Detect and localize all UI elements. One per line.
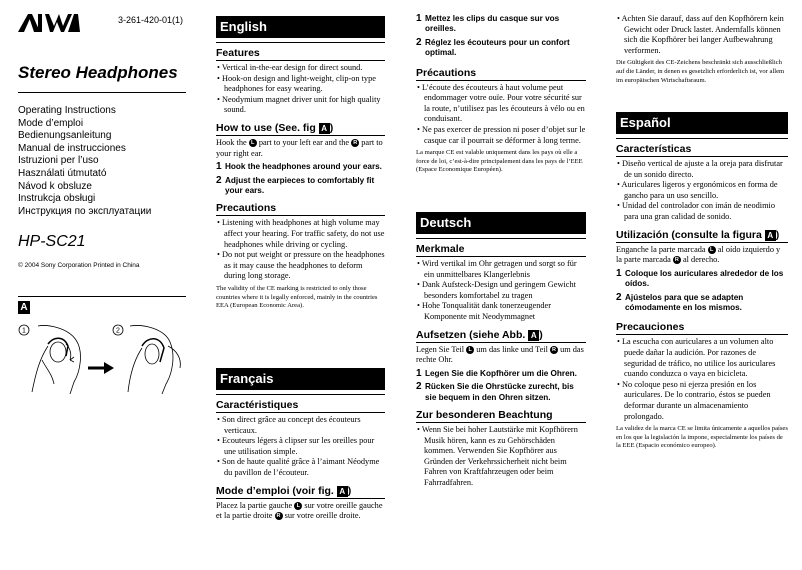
english-banner: English xyxy=(216,16,385,38)
right-marker-icon: R xyxy=(351,139,359,147)
step-1: 1 Coloque los auriculares alrededor de los oídos. xyxy=(616,267,784,289)
step-1: 1 Legen Sie die Kopfhörer um die Ohren. xyxy=(416,367,577,379)
precautions-list xyxy=(616,14,788,56)
list-item: • No coloque peso ni ejerza presión en los auriculares. De lo contrario, éstos se pueden deformar durante un almacenamiento prolongado. xyxy=(616,380,788,422)
list-item: • Son de haute qualité grâce à l’aimant Néodyme du pavillon de l’écouteur. xyxy=(216,457,385,478)
manual-title: Инструкция по эксплуатации xyxy=(18,205,152,217)
ce-notice: La marque CE est valable uniquement dans les pays où elle a force de loi, c’est-à-dire principalement dans les pays de l’EEE (Espace Economique Européen). xyxy=(416,149,583,174)
list-item: • Dank Aufsteck-Design und geringem Gewicht besonders komfortabel zu tragen xyxy=(416,280,586,301)
precautions-list xyxy=(416,83,586,147)
model-number: HP-SC21 xyxy=(18,233,86,250)
left-marker-icon: L xyxy=(708,246,716,254)
figure-label: A xyxy=(18,301,30,314)
howto-heading: Utilización (consulte la figura A ) xyxy=(616,229,788,243)
list-item: • Do not put weight or pressure on the headphones as it may cause the headphones to deform during long storage. xyxy=(216,250,385,282)
list-item: • Auriculares ligeros y ergonómicos en forma de gancho para un uso sencillo. xyxy=(616,180,788,201)
manual-title: Istruzioni per l’uso xyxy=(18,155,99,167)
manual-title: Návod k obsluze xyxy=(18,180,92,192)
precautions-list xyxy=(616,337,788,422)
espanol-section xyxy=(616,112,788,451)
features-list xyxy=(416,259,586,323)
howto-text: Placez la partie gauche L sur votre oreille gauche et la partie droite R sur votre oreille droite. xyxy=(216,500,383,521)
document-number: 3-261-420-01(1) xyxy=(118,15,184,25)
step-2: 2 Réglez les écouteurs pour un confort optimal. xyxy=(416,36,570,58)
list-item: • Achten Sie darauf, dass auf den Kopfhörern kein Gewicht oder Druck lastet. Andernfalls können sich die Kopfhörer bei langer Aufbewahrung verformen. xyxy=(616,14,788,56)
howto-heading: Mode d’emploi (voir fig. A ) xyxy=(216,485,385,499)
list-item: • L’écoute des écouteurs à haut volume peut endommager votre ouïe. Pour votre sécurité sur la route, n’utilisez pas les écouteurs à vélo ou en conduisant. xyxy=(416,83,586,125)
howto-heading: Aufsetzen (siehe Abb. A ) xyxy=(416,329,586,343)
list-item: • Vertical in-the-ear design for direct sound. xyxy=(216,63,385,74)
features-heading: Merkmale xyxy=(416,243,586,257)
precautions-heading: Précautions xyxy=(416,67,586,81)
list-item: • Hohe Tonqualität dank tonerzeugender Komponente mit Neodymmagnet xyxy=(416,301,586,322)
precautions-heading: Precauciones xyxy=(616,321,788,335)
manual-title: Instrukcja obsługi xyxy=(18,193,96,205)
list-item: • Unidad del controlador con imán de neodimio para una gran calidad de sonido. xyxy=(616,201,788,222)
manual-title: Használati útmutató xyxy=(18,167,107,179)
left-marker-icon: L xyxy=(466,346,474,354)
manual-title: Manual de instrucciones xyxy=(18,142,126,154)
manual-title: Bedienungsanleitung xyxy=(18,130,112,142)
precautions-list xyxy=(216,218,385,282)
step-2: 2 Adjust the earpieces to comfortably fit your ears. xyxy=(216,174,375,195)
left-marker-icon: L xyxy=(294,502,302,510)
espanol-banner: Español xyxy=(616,112,788,134)
list-item: • Wird vertikal im Ohr getragen und sorgt so für ein unmittelbares Klangerlebnis xyxy=(416,259,586,280)
manual-title-list xyxy=(18,105,151,218)
wearing-illustration xyxy=(18,322,186,394)
features-list xyxy=(616,159,788,223)
howto-heading: How to use (See. fig A ) xyxy=(216,122,385,136)
step-1: 1 Hook the headphones around your ears. xyxy=(216,161,382,173)
figure-step-2: 2 xyxy=(116,327,120,335)
howto-text: Enganche la parte marcada L al oído izquierdo y la parte marcada R al derecho. xyxy=(616,244,781,265)
left-marker-icon: L xyxy=(249,139,257,147)
list-item: • La escucha con auriculares a un volumen alto puede dañar la audición. Por razones de seguridad de tráfico, no utilice los auriculares cuando conduzca o vaya en bicicleta. xyxy=(616,337,788,379)
precautions-heading: Zur besonderen Beachtung xyxy=(416,409,586,423)
figure-badge: A xyxy=(337,486,348,497)
figure-badge: A xyxy=(528,330,539,341)
francais-banner: Français xyxy=(216,368,385,390)
francais-section xyxy=(216,368,385,522)
figure-divider xyxy=(18,296,186,297)
features-heading: Caractéristiques xyxy=(216,399,385,413)
manual-title: Mode d’emploi xyxy=(18,117,84,129)
step-2: 2 Rücken Sie die Ohrstücke zurecht, bis sie bequem in den Ohren sitzen. xyxy=(416,381,574,402)
copyright-line: © 2004 Sony Corporation Printed in China xyxy=(18,262,140,269)
manual-title: Operating Instructions xyxy=(18,105,116,116)
features-heading: Características xyxy=(616,143,788,157)
deutsch-banner: Deutsch xyxy=(416,212,586,234)
figure-step-1: 1 xyxy=(22,327,26,335)
features-list xyxy=(216,415,385,479)
precautions-heading: Precautions xyxy=(216,202,385,216)
list-item: • Wenn Sie bei hoher Lautstärke mit Kopfhörern Musik hören, kann es zu Gehörschäden kommen. Verwenden Sie Kopfhörer aus Gründen der Verkehrssicherheit nicht beim Fahren von Kraftfahrzeugen oder beim Fahrradfahren. xyxy=(416,425,586,489)
list-item: • Diseño vertical de ajuste a la oreja para disfrutar de un sonido directo. xyxy=(616,159,788,180)
deutsch-section xyxy=(416,212,586,489)
ce-notice: La validez de la marca CE se limita únicamente a aquellos países en los que la legislación la impone, especialmente los países de la EEE (Espacio económico europeo). xyxy=(616,425,788,450)
francais-continued xyxy=(416,14,586,175)
figure-badge: A xyxy=(765,230,776,241)
english-section xyxy=(216,16,385,311)
list-item: • Son direct grâce au concept des écouteurs verticaux. xyxy=(216,415,385,436)
ce-notice: The validity of the CE marking is restricted to only those countries where it is legally enforced, mainly in the countries EEA (European Economic Area). xyxy=(216,284,378,310)
step-1: 1 Mettez les clips du casque sur vos oreilles. xyxy=(416,13,560,34)
list-item: • Listening with headphones at high volume may affect your hearing. For traffic safety, do not use headphones while driving or cycling. xyxy=(216,218,385,250)
right-marker-icon: R xyxy=(550,346,558,354)
howto-text: Legen Sie Teil L um das linke und Teil R um das rechte Ohr. xyxy=(416,344,584,365)
list-item: • Ne pas exercer de pression ni poser d’objet sur le casque car il pourrait se déformer à long terme. xyxy=(416,125,586,146)
list-item: • Ecouteurs légers à clipser sur les oreilles pour une utilisation simple. xyxy=(216,436,385,457)
features-heading: Features xyxy=(216,47,385,61)
title-divider xyxy=(18,92,186,93)
figure-badge: A xyxy=(319,123,330,134)
howto-text: Hook the L part to your left ear and the R part to your right ear. xyxy=(216,137,383,158)
right-marker-icon: R xyxy=(673,256,681,264)
ce-notice: Die Gültigkeit des CE-Zeichens beschränkt sich ausschließlich auf die Länder, in denen es gesetzlich erforderlich ist, vor allem im europäischen Wirtschaftsraum. xyxy=(616,59,785,84)
right-marker-icon: R xyxy=(275,512,283,520)
features-list xyxy=(216,63,385,116)
precautions-list xyxy=(416,425,586,489)
step-2: 2 Ajústelos para que se adapten cómodamente en los mismos. xyxy=(616,291,744,312)
brand-logo xyxy=(18,12,80,34)
list-item: • Hook-on design and light-weight, clip-on type headphones for easy wearing. xyxy=(216,74,385,95)
product-title: Stereo Headphones xyxy=(18,63,178,82)
list-item: • Neodymium magnet driver unit for high quality sound. xyxy=(216,95,385,116)
deutsch-continued xyxy=(616,14,788,85)
